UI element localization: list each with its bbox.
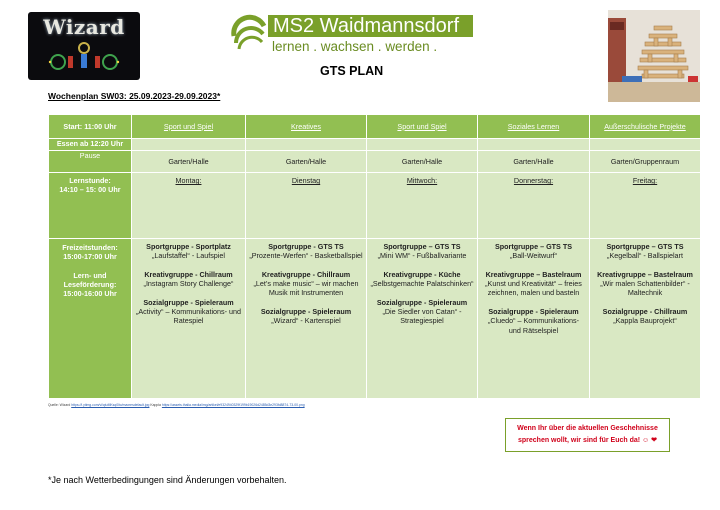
creative-activity: „Wir malen Schattenbilder“ - Maltechnik <box>600 279 690 298</box>
theme-monday: Sport und Spiel <box>132 115 246 139</box>
sport-group: Sportgruppe – GTS TS <box>494 242 573 251</box>
social-activity: „Activity“ – Kommunikations- und Ratespiel <box>135 307 242 326</box>
activities-monday <box>132 239 246 399</box>
theme-row <box>49 115 701 139</box>
theme-friday: Außerschulische Projekte <box>590 115 701 139</box>
creative-activity: „Selbstgemachte Palatschinken“ <box>370 279 474 289</box>
day-monday: Montag: <box>132 173 246 239</box>
break-location-tuesday: Garten/Halle <box>246 151 367 173</box>
creative-group: Kreativgruppe – Bastelraum <box>485 269 582 279</box>
social-group: Sozialgruppe - Spieleraum <box>376 297 468 307</box>
lunch-row <box>49 139 701 151</box>
creative-activity: „Let’s make music“ – wir machen Musik mit Instrumenten <box>253 279 359 298</box>
leisure-time: 15:00-17:00 Uhr <box>63 252 117 262</box>
kappla-tower-photo <box>608 10 700 102</box>
wizard-logo <box>28 12 140 80</box>
sport-activity: „Ball-Weitwurf“ <box>510 251 557 261</box>
social-activity: „Kappla Bauprojekt“ <box>613 316 677 326</box>
social-activity: „Cluedo“ – Kommunikations- und Rätselspiel <box>487 316 580 335</box>
school-tagline: lernen . wachsen . werden . <box>272 39 438 54</box>
gts-schedule-table <box>48 114 701 399</box>
lunch-cell <box>590 139 701 151</box>
wizard-logo-text: Wizard <box>43 15 125 39</box>
break-label: Pause <box>49 151 132 173</box>
leisure-hours-label <box>49 239 132 399</box>
contact-callout <box>505 418 670 452</box>
study-hour-time: 14:10 – 15: 00 Uhr <box>59 185 121 195</box>
creative-group: Kreativgruppe - Küche <box>383 269 461 279</box>
theme-thursday: Soziales Lernen <box>478 115 590 139</box>
sport-group: Sportgruppe - Sportplatz <box>146 242 231 251</box>
break-location-thursday: Garten/Halle <box>478 151 590 173</box>
social-activity: „Die Siedler von Catan“ - Strategiespiel <box>382 307 462 326</box>
source-middle: Kappla <box>150 403 161 407</box>
break-location-wednesday: Garten/Halle <box>367 151 478 173</box>
source-link-kappla[interactable]: https://assets.thalia.media/img/artikel/e9324940329f199b19026d2485d3e293fd8874-73-00.png <box>161 403 305 407</box>
theme-wednesday: Sport und Spiel <box>367 115 478 139</box>
school-logo <box>230 14 475 56</box>
week-label: Wochenplan SW03: 25.09.2023-29.09.2023* <box>48 91 221 101</box>
start-time-label: Start: 11:00 Uhr <box>49 115 132 139</box>
callout-line-1: Wenn Ihr über die aktuellen Geschehnisse <box>517 425 658 432</box>
sport-group: Sportgruppe – GTS TS <box>383 242 461 251</box>
callout-line-2: sprechen wollt, wir sind für Euch da! ☺ ❤ <box>517 437 658 444</box>
reading-support-title: Lern- und Leseförderung: <box>63 270 117 290</box>
study-hour-title: Lernstunde: <box>69 176 111 185</box>
break-row <box>49 151 701 173</box>
sport-group: Sportgruppe - GTS TS <box>268 242 344 251</box>
activities-row <box>49 239 701 399</box>
creative-activity: „Instagram Story Challenge“ <box>143 279 234 289</box>
creative-group: Kreativgruppe – Bastelraum <box>597 269 693 279</box>
activities-friday <box>590 239 701 399</box>
sport-activity: „Laufstaffel“ - Laufspiel <box>152 251 225 261</box>
social-group: Sozialgruppe - Spieleraum <box>260 307 352 317</box>
activities-thursday <box>478 239 590 399</box>
source-link-wizard[interactable]: https://i.ytimg.com/vi/qtuMKsq0lto/maxresdefault.jpg <box>71 403 150 407</box>
social-group: Sozialgruppe - Chillraum <box>602 307 688 317</box>
image-source-credits <box>48 403 305 407</box>
lunch-cell <box>367 139 478 151</box>
lunch-cell <box>246 139 367 151</box>
creative-group: Kreativgruppe - Chillraum <box>144 269 233 279</box>
theme-tuesday: Kreatives <box>246 115 367 139</box>
kappla-tower-image <box>608 10 700 102</box>
creative-group: Kreativgruppe - Chillraum <box>261 269 351 279</box>
sport-activity: „Prozente-Werfen“ - Basketballspiel <box>249 251 363 261</box>
day-thursday: Donnerstag: <box>478 173 590 239</box>
social-group: Sozialgruppe - Spieleraum <box>488 307 579 317</box>
lunch-cell <box>478 139 590 151</box>
break-location-friday: Garten/Gruppenraum <box>590 151 701 173</box>
sport-activity: „Mini WM“ - Fußballvariante <box>377 251 467 261</box>
day-wednesday: Mittwoch: <box>367 173 478 239</box>
study-row <box>49 173 701 239</box>
study-hour-label <box>49 173 132 239</box>
break-location-monday: Garten/Halle <box>132 151 246 173</box>
reading-support-time: 15:00-16:00 Uhr <box>63 289 117 299</box>
page-title: GTS PLAN <box>320 64 384 78</box>
day-tuesday: Dienstag <box>246 173 367 239</box>
source-prefix: Quelle: Wizard <box>48 403 71 407</box>
social-group: Sozialgruppe - Spieleraum <box>143 297 234 307</box>
school-name: MS2 Waidmannsdorf <box>268 15 473 37</box>
sport-activity: „Kegelball“ - Ballspielart <box>607 251 683 261</box>
school-logo-icon <box>230 14 268 56</box>
social-activity: „Wizard“ - Kartenspiel <box>271 316 341 326</box>
sport-group: Sportgruppe – GTS TS <box>606 242 684 251</box>
creative-activity: „Kunst und Kreativität“ – freies zeichnen, malen und basteln <box>485 279 582 298</box>
activities-wednesday <box>367 239 478 399</box>
activities-tuesday <box>246 239 367 399</box>
lunch-cell <box>132 139 246 151</box>
lunch-label: Essen ab 12:20 Uhr <box>49 139 132 151</box>
leisure-title: Freizeitstunden: <box>62 243 118 252</box>
weather-footnote: *Je nach Wetterbedingungen sind Änderungen vorbehalten. <box>48 475 287 485</box>
day-friday: Freitag: <box>590 173 701 239</box>
